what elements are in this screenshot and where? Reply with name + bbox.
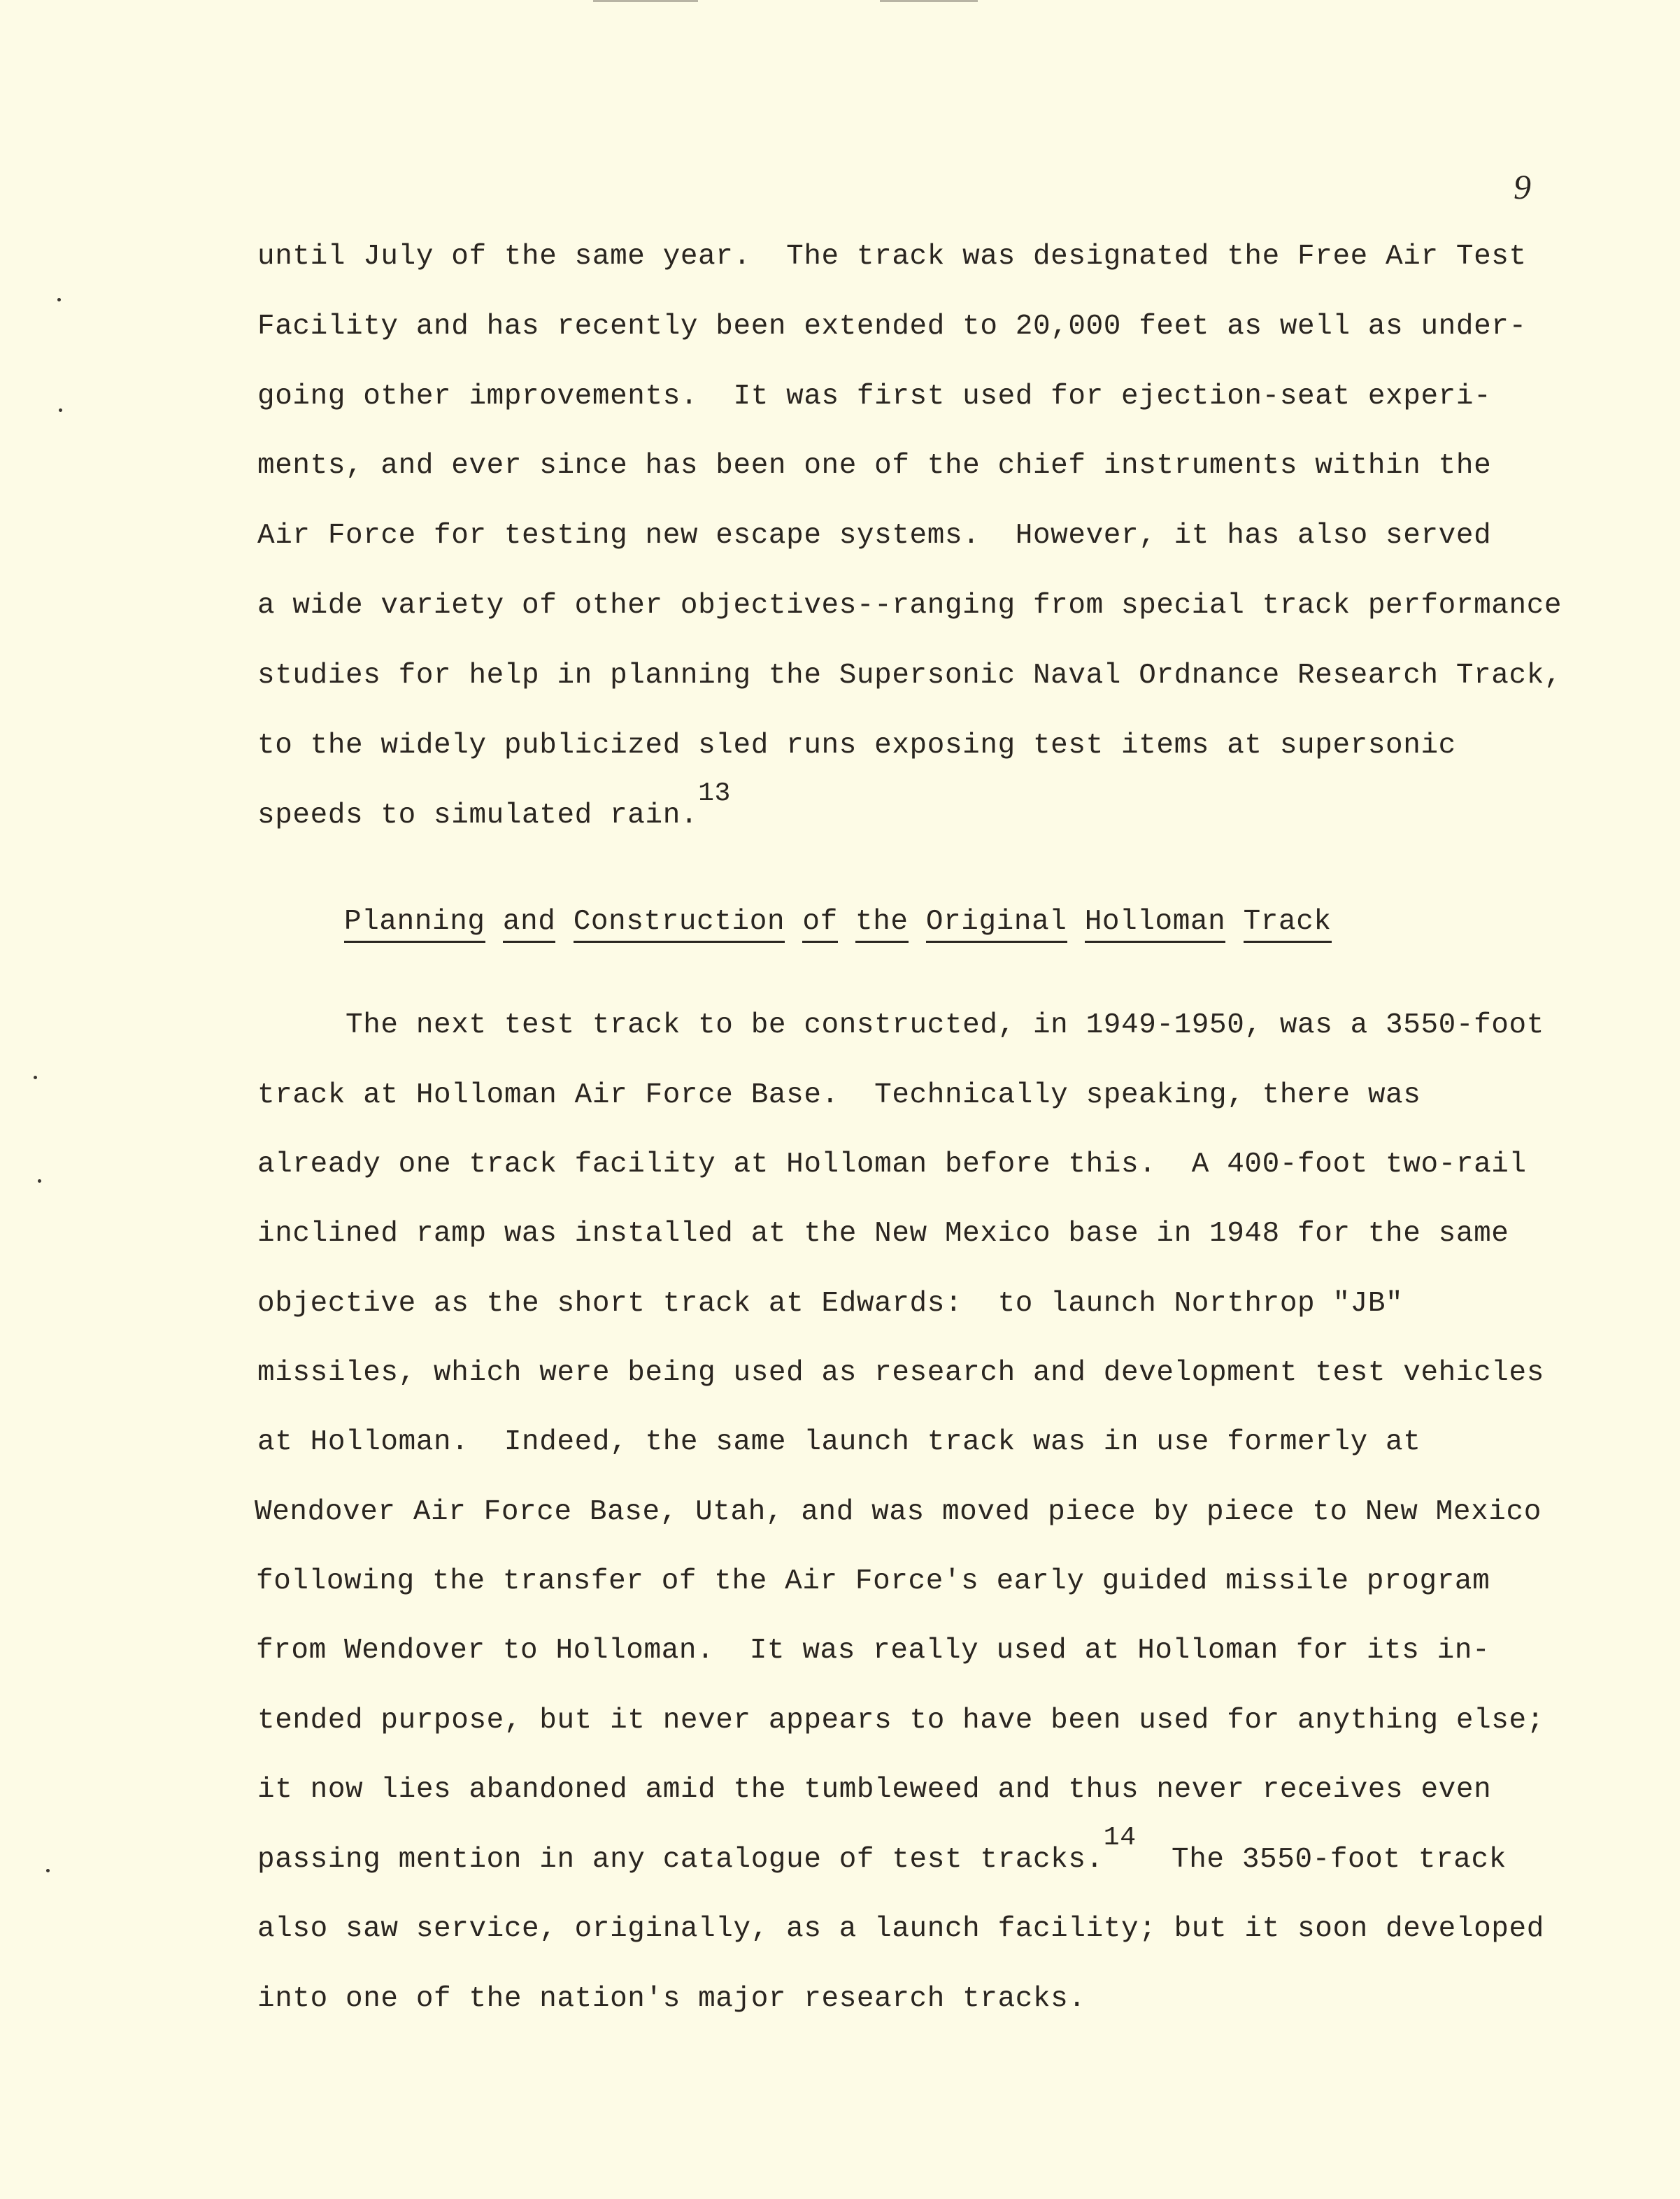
paragraph1-last-line (257, 778, 731, 834)
paragraph1-line: until July of the same year. The track was designated the Free Air Test (257, 241, 1527, 273)
paragraph1-line: ments, and ever since has been one of the chief instruments within the (257, 450, 1492, 482)
paragraph2-text: The 3550-foot track (1136, 1844, 1507, 1876)
margin-speck (34, 1076, 37, 1079)
margin-speck (38, 1179, 41, 1183)
paragraph2-line: into one of the nation's major research tracks. (257, 1983, 1086, 2015)
page-number: 9 (1514, 167, 1531, 206)
heading-word: and (503, 906, 556, 943)
paragraph1-line: Air Force for testing new escape systems. However, it has also served (257, 520, 1492, 552)
heading-word: Construction (574, 906, 785, 943)
heading-word: Original (926, 906, 1067, 943)
paragraph2-line: missiles, which were being used as research and development test vehicles (257, 1357, 1544, 1389)
paragraph1-line: Facility and has recently been extended to 20,000 feet as well as under- (257, 311, 1527, 343)
paragraph2-line: Wendover Air Force Base, Utah, and was moved piece by piece to New Mexico (255, 1496, 1542, 1528)
heading-word: of (802, 906, 837, 943)
paragraph2-line: tended purpose, but it never appears to have been used for anything else; (257, 1705, 1544, 1737)
heading-word: Planning (344, 906, 485, 943)
footnote-marker: 13 (698, 778, 731, 809)
paragraph2-line: The next test track to be constructed, in 1949-1950, was a 3550-foot (257, 1009, 1544, 1041)
margin-speck (57, 298, 61, 301)
paragraph2-line: from Wendover to Holloman. It was really used at Holloman for its in- (256, 1635, 1490, 1667)
scan-edge-mark (880, 0, 978, 2)
section-heading (344, 904, 1332, 939)
paragraph2-line: track at Holloman Air Force Base. Technically speaking, there was (257, 1079, 1421, 1111)
scan-edge-mark (593, 0, 698, 2)
paragraph2-line: at Holloman. Indeed, the same launch track was in use formerly at (257, 1426, 1421, 1458)
paragraph2-line: also saw service, originally, as a launch facility; but it soon developed (257, 1913, 1544, 1945)
paragraph2-text: passing mention in any catalogue of test tracks. (257, 1844, 1104, 1876)
margin-speck (59, 408, 62, 412)
paragraph1-line: to the widely publicized sled runs exposing test items at supersonic (257, 730, 1456, 762)
paragraph1-line: studies for help in planning the Supersonic Naval Ordnance Research Track, (257, 660, 1562, 692)
paragraph1-last-line-text: speeds to simulated rain. (257, 799, 699, 832)
paragraph1-line: a wide variety of other objectives--ranging from special track performance (257, 590, 1562, 622)
paragraph2-line: it now lies abandoned amid the tumbleweed and thus never receives even (257, 1774, 1492, 1806)
paragraph2-line: following the transfer of the Air Force's early guided missile program (256, 1565, 1490, 1597)
paragraph2-line: already one track facility at Holloman before this. A 400-foot two-rail (257, 1148, 1527, 1181)
heading-word: the (855, 906, 909, 943)
heading-word: Holloman (1085, 906, 1226, 943)
paragraph2-footnote-line (257, 1823, 1507, 1878)
footnote-marker: 14 (1103, 1823, 1137, 1853)
paragraph2-line: objective as the short track at Edwards: to launch Northrop "JB" (257, 1288, 1404, 1320)
margin-speck (46, 1869, 50, 1872)
paragraph2-line: inclined ramp was installed at the New Mexico base in 1948 for the same (257, 1218, 1509, 1250)
paragraph1-line: going other improvements. It was first used for ejection-seat experi- (257, 380, 1492, 413)
heading-word: Track (1244, 906, 1332, 943)
